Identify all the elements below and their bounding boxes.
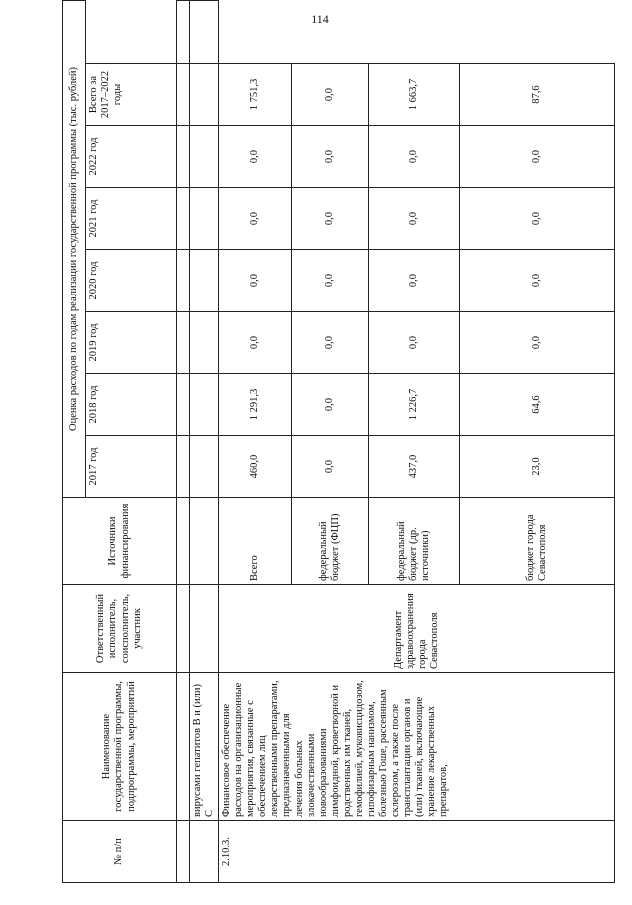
col-header-year-2021: 2021 год xyxy=(86,188,177,250)
column-number-row xyxy=(177,0,190,882)
value-cell: 0,0 xyxy=(292,374,369,436)
value-cell: 0,0 xyxy=(460,126,615,188)
col-header-total: Всего за 2017–2022 годы xyxy=(86,64,177,126)
financing-table xyxy=(62,0,615,883)
value-cell: 0,0 xyxy=(292,64,369,126)
value-cell: 0,0 xyxy=(460,312,615,374)
page-number: 114 xyxy=(311,12,329,26)
value-cell: 0,0 xyxy=(369,188,460,250)
value-cell: 0,0 xyxy=(292,250,369,312)
value-cell: 0,0 xyxy=(369,126,460,188)
value-cell: 0,0 xyxy=(292,188,369,250)
col-header-name: Наименование государственной программы, подпрограммы, мероприятий xyxy=(63,673,177,821)
source-label: федеральный бюджет (др. источники) xyxy=(369,498,460,585)
source-label: Всего xyxy=(219,498,292,585)
value-cell: 0,0 xyxy=(460,250,615,312)
item-number: 2.10.3. xyxy=(219,821,615,883)
value-cell: 1 291,3 xyxy=(219,374,292,436)
value-cell: 0,0 xyxy=(219,312,292,374)
value-cell: 437,0 xyxy=(369,436,460,498)
source-label: бюджет города Севастополя xyxy=(460,498,615,585)
value-cell: 0,0 xyxy=(219,188,292,250)
col-header-estimate-group: Оценка расходов по годам реализации государственной программы (тыс. рублей) xyxy=(63,0,86,497)
value-cell: 0,0 xyxy=(292,126,369,188)
value-cell: 1 663,7 xyxy=(369,64,460,126)
item-responsible: Департамент здравоохранения города Севастополя xyxy=(219,585,615,673)
carry-over-name: вирусами гепатитов B и (или) C xyxy=(190,673,219,821)
value-cell: 1 751,3 xyxy=(219,64,292,126)
value-cell: 0,0 xyxy=(369,312,460,374)
header-row-1 xyxy=(63,0,86,882)
value-cell: 87,6 xyxy=(460,64,615,126)
value-cell: 0,0 xyxy=(219,250,292,312)
value-cell: 0,0 xyxy=(460,188,615,250)
col-header-num: № п/п xyxy=(63,821,177,883)
value-cell: 1 226,7 xyxy=(369,374,460,436)
value-cell: 0,0 xyxy=(292,436,369,498)
item-name: Финансовое обеспечение расходов на организационные мероприятия, связанные с обеспечением лиц лекарственными препаратами, предназначенными для лечения больных злокачественными новообразованиями лимфоидной, кроветворной и родственных им тканей, гемофилией, муковисцидозом, гипофизарным нанизмом, болезнью Гоше, рассеянным склерозом, а также после трансплантации органов и (или) тканей, включающие хранение лекарственных препаратов, xyxy=(219,673,615,821)
col-header-year-2018: 2018 год xyxy=(86,374,177,436)
rotated-page-content xyxy=(62,38,600,883)
value-cell: 460,0 xyxy=(219,436,292,498)
value-cell: 23,0 xyxy=(460,436,615,498)
value-cell: 0,0 xyxy=(369,250,460,312)
table-row xyxy=(219,0,292,882)
carry-over-row xyxy=(190,0,219,882)
value-cell: 0,0 xyxy=(219,126,292,188)
value-cell: 64,6 xyxy=(460,374,615,436)
col-header-sources: Источники финансирования xyxy=(63,498,177,585)
col-header-year-2020: 2020 год xyxy=(86,250,177,312)
col-header-year-2019: 2019 год xyxy=(86,312,177,374)
value-cell: 0,0 xyxy=(292,312,369,374)
col-header-responsible: Ответственный исполнитель, соисполнитель, участник xyxy=(63,585,177,673)
col-header-year-2022: 2022 год xyxy=(86,126,177,188)
source-label: федеральный бюджет (ФЦП) xyxy=(292,498,369,585)
col-header-year-2017: 2017 год xyxy=(86,436,177,498)
